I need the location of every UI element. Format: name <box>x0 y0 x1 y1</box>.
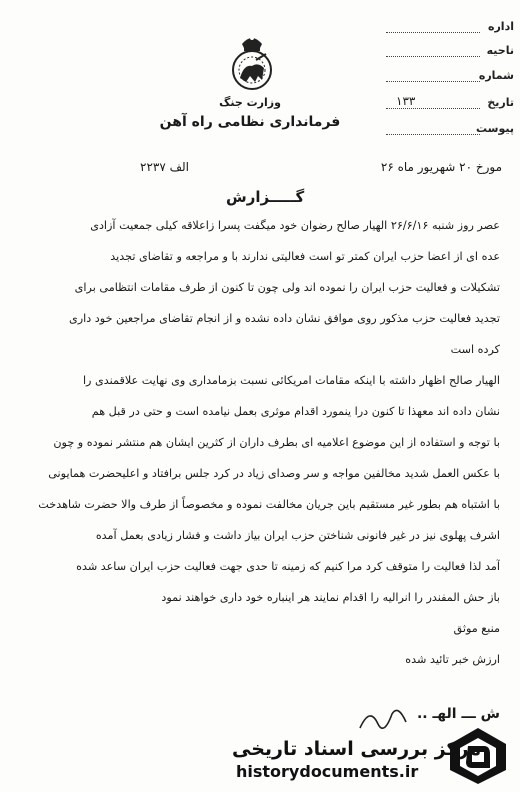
field-line-date <box>386 108 480 109</box>
report-title: گـــــزارش <box>226 188 305 206</box>
field-line-number <box>386 81 480 82</box>
field-label-office: اداره <box>487 20 514 33</box>
body-line: عصر روز شنبه ۲۶/۶/۱۶ الهیار صالح رضوان خود میگفت پسرا زاعلاقه کیلی جمعیت آزادی <box>90 219 500 232</box>
body-line: با اشتباه هم بطور غیر مستقیم باین جریان مخالفت نموده و مخصوصاً از طرف والا حضرت شاهدخت <box>38 498 500 511</box>
body-line: عده ای از اعضا حزب ایران کمتر تو است فعالیتی ندارند با و مراجعه و تقاضای تجدید <box>110 250 500 263</box>
field-value-date: ۱۳۳ <box>396 94 416 108</box>
body-line: با توجه و استفاده از این موضوع اعلامیه ای بطرف داران از کثرین ایشان هم منتشر نموده و چون <box>53 436 500 449</box>
organization-name: فرمانداری نظامی راه آهن <box>159 114 341 130</box>
field-line-district <box>386 56 480 57</box>
body-line: اشرف پهلوی نیز در غیر فانونی شناختن حزب ایران بیاز داشت و فشار زیادی بعمل آمده <box>95 529 500 542</box>
archive-url[interactable]: historydocuments.ir <box>236 762 419 781</box>
body-line: تشکیلات و فعالیت حزب ایران را نموده اند ولی چون تا کنون از طرف مقامات انتظامی برای <box>74 281 500 294</box>
field-label-number: شماره <box>478 69 514 82</box>
field-line-office <box>386 32 480 33</box>
body-line: با عکس العمل شدید مخالفین مواجه و سر وصدای زیاد در کرد جلس برافتاد و اعلیحضرت همایونی <box>48 467 500 480</box>
body-line: تجدید فعالیت حزب مذکور روی موافق نشان داده نشده و از انجام تقاضای مراجعین خود داری <box>69 312 500 325</box>
report-date: مورخ ۲۰ شهریور ماه ۲۶ <box>380 160 502 174</box>
signature: ش ـــ الهـ .. <box>416 706 500 722</box>
ministry-name: وزارت جنگ <box>219 96 281 109</box>
closing-source: منبع موثق <box>453 622 500 635</box>
field-line-attachment <box>386 134 480 135</box>
report-body <box>22 210 500 675</box>
lion-and-sun-emblem-icon <box>222 30 282 92</box>
closing-value: ارزش خبر تائید شده <box>405 653 500 666</box>
body-line: کرده است <box>450 343 500 356</box>
archive-org-name: مرکز بررسی اسناد تاریخی <box>232 738 482 760</box>
body-line: نشان داده اند معهذا تا کنون درا ینمورد اقدام موثری بعمل نیامده است و حتی در قبل هم <box>91 405 500 418</box>
field-label-attachment: پیوست <box>476 122 514 135</box>
body-line: آمد لذا فعالیت را متوقف کرد مرا کنیم که زمینه تا حدی جهت فعالیت حزب ایران ساعد شده <box>76 560 500 573</box>
field-label-district: ناحیه <box>486 44 514 57</box>
signature-scribble-icon <box>356 700 416 740</box>
body-line: باز حش المفندر را انرالیه را اقدام نمایند هر اینباره خود داری خواهند نمود <box>161 591 500 604</box>
body-line: الهیار صالح اظهار داشته با اینکه مقامات امریکائی نسبت بزمامداری وی نهایت علاقمندی را <box>82 374 500 387</box>
field-label-date: تاریخ <box>487 96 514 109</box>
reference-number: الف ۲۲۳۷ <box>140 160 190 174</box>
